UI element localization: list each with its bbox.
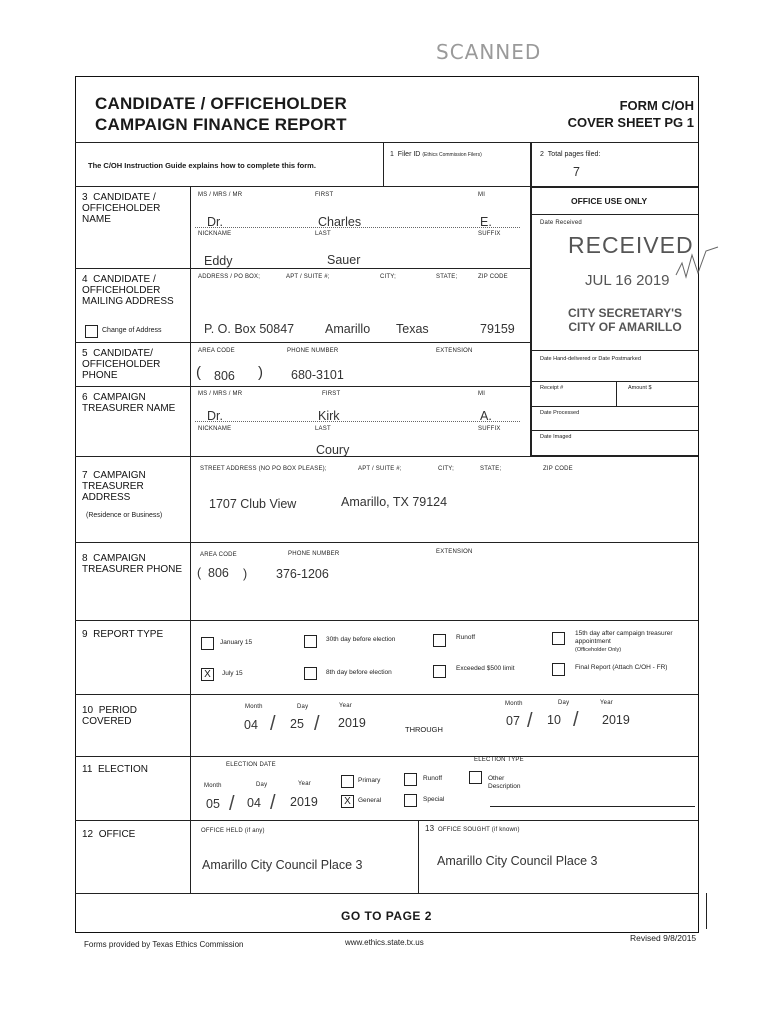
jan15-label: January 15 [220,639,253,646]
special-label: Special [423,796,445,803]
sec4-city-label: CITY; [380,274,396,280]
row-divider-9 [75,620,698,621]
sec10-from-year-value[interactable]: 2019 [338,716,366,730]
sec3-nickname-label: NICKNAME [198,231,232,237]
city-line2: CITY OF AMARILLO [568,320,682,334]
sec7-zip-label: ZIP CODE [543,466,573,472]
sec8-phone-value[interactable]: 376-1206 [276,567,329,581]
sec8-label [82,553,182,575]
sec7-street-label: STREET ADDRESS (NO PO BOX PLEASE); [200,466,327,472]
sec11-label [82,764,182,775]
office-use-left [530,142,532,456]
sec10-from-day-value[interactable]: 25 [290,717,304,731]
sec7-city-label: CITY; [438,466,454,472]
date-processed-label: Date Processed [540,410,580,416]
sec10-to-day-label: Day [558,700,570,706]
sec4-city-value[interactable]: Amarillo [325,322,371,336]
sec11-slash2: / [270,792,276,814]
day8-label: 8th day before election [326,669,392,676]
runoff-report-checkbox[interactable] [433,634,446,647]
office-use-title: OFFICE USE ONLY [571,196,648,206]
header-divider [75,142,698,143]
filer-id-note: (Ethics Commission Filers) [422,152,482,158]
sec6-dotted-line [195,421,520,422]
sec4-state-value[interactable]: Texas [396,322,429,336]
receipt-divider [616,381,617,406]
sec4-label [82,274,182,307]
sec6-mi-label: MI [478,391,486,397]
total-pages-label [540,151,600,158]
sec8-area-value[interactable]: 806 [208,566,229,580]
through-label: THROUGH [405,725,443,734]
sec10-label [82,705,182,727]
office-held-text: OFFICE HELD [201,828,243,834]
sec8-paren-open: ( [197,566,202,580]
election-date-label: ELECTION DATE [226,762,276,768]
office-held-value[interactable]: Amarillo City Council Place 3 [202,858,363,872]
sec13-num: 13 [425,824,435,833]
sec6-nickname-label: NICKNAME [198,426,232,432]
jan15-checkbox[interactable] [201,637,214,650]
amount-label: Amount $ [628,385,652,391]
office-use-divider-2 [530,350,698,351]
sec6-prefix-label: MS / MRS / MR [198,391,243,397]
sec8-ext-label: EXTENSION [436,549,473,555]
sec7-street-value[interactable]: 1707 Club View [209,497,297,511]
sec11-slash1: / [229,793,235,815]
office-use-divider-3 [530,381,698,382]
sec8-paren-close: ) [243,567,248,581]
sec6-num: 6 [82,392,88,403]
sec3-nickname-value[interactable]: Eddy [204,254,233,268]
sec6-first-value[interactable]: Kirk [318,409,340,423]
footer-provided: Forms provided by Texas Ethics Commission [84,940,244,949]
sec4-num: 4 [82,274,88,285]
sec4-zip-label: ZIP CODE [478,274,508,280]
sec4-addr-value[interactable]: P. O. Box 50847 [204,322,295,336]
sec3-first-label: FIRST [315,192,334,198]
sec6-mi-value[interactable]: A. [480,409,492,423]
sec3-prefix-label: MS / MRS / MR [198,192,243,198]
sec10-from-month-label: Month [245,704,263,710]
sec3-last-value[interactable]: Sauer [327,253,361,267]
sec4-state-label: STATE; [436,274,458,280]
sec5-ext-label: EXTENSION [436,348,473,354]
received-date: JUL 16 2019 [585,272,670,289]
sec9-num: 9 [82,629,88,640]
row-divider-4 [75,268,530,269]
initials-scribble-icon [672,245,720,285]
sec7-num: 7 [82,470,88,481]
runoff-election-checkbox[interactable] [404,773,417,786]
sec8-text: CAMPAIGN TREASURER PHONE [82,553,183,575]
sec4-zip-value[interactable]: 79159 [480,322,515,336]
change-address-checkbox[interactable] [85,325,98,338]
sec6-first-label: FIRST [322,391,341,397]
office-use-bottom [530,455,698,457]
sec3-first-value[interactable]: Charles [318,215,362,229]
row-divider-5 [75,342,530,343]
sec10-from-day-label: Day [297,704,309,710]
total-pages-value[interactable]: 7 [573,165,580,179]
sec10-to-month-value[interactable]: 07 [506,714,520,728]
city-line1: CITY SECRETARY'S [568,306,682,320]
sec6-suffix-label: SUFFIX [478,426,501,432]
sec6-last-label: LAST [315,426,331,432]
election-type-label: ELECTION TYPE [474,757,524,763]
receipt-label: Receipt # [540,385,564,391]
footer-url[interactable]: www.ethics.state.tx.us [345,938,424,947]
sec3-mi-label: MI [478,192,486,198]
instruction-text: The C/OH Instruction Guide explains how to complete this form. [88,161,316,170]
sec5-paren-close: ) [258,364,263,381]
sec10-to-slash2: / [573,709,579,731]
sec4-addr-label: ADDRESS / PO BOX; [198,274,261,280]
sec3-suffix-label: SUFFIX [478,231,501,237]
sec10-to-year-label: Year [600,700,613,706]
primary-label: Primary [358,777,381,784]
sec10-to-slash1: / [527,710,533,732]
sec8-num: 8 [82,553,88,564]
other-label: Other Description [488,775,521,790]
sec3-mi-value[interactable]: E. [480,215,492,229]
sec10-from-slash1: / [270,713,276,735]
received-stamp: RECEIVED [568,232,694,258]
sec3-prefix-value[interactable]: Dr. [207,215,223,229]
sec12-num: 12 [82,829,94,840]
sec5-area-value[interactable]: 806 [214,369,235,383]
sec4-apt-label: APT / SUITE #; [286,274,330,280]
sec10-to-day-value[interactable]: 10 [547,713,561,727]
sec10-to-year-value[interactable]: 2019 [602,713,630,727]
footer-revised: Revised 9/8/2015 [630,933,697,943]
office-use-divider-4 [530,406,698,407]
office-held-label [201,828,265,834]
sec11-month-label: Month [204,783,222,789]
total-pages-num: 2 [540,151,544,158]
day15-note: (Officeholder Only) [575,647,622,653]
other-description-line[interactable] [490,806,695,807]
label-column-divider [190,186,191,893]
primary-checkbox[interactable] [341,775,354,788]
sec9-label [82,629,182,640]
sec10-num: 10 [82,705,94,716]
sec9-text: REPORT TYPE [93,629,164,640]
sec11-day-value[interactable]: 04 [247,796,261,810]
sec4-text: CANDIDATE / OFFICEHOLDER MAILING ADDRESS [82,274,174,307]
final-report-checkbox[interactable] [552,663,565,676]
runoff-election-label: Runoff [423,775,443,782]
filer-id-num: 1 [390,151,394,158]
sec10-to-month-label: Month [505,701,523,707]
runoff-report-label: Runoff [456,634,476,641]
office-use-divider-1 [530,214,698,215]
office-sought-label [425,824,520,833]
filer-id-text: Filer ID [397,151,421,158]
sec6-text: CAMPAIGN TREASURER NAME [82,392,176,414]
sec11-text: ELECTION [97,764,148,775]
form-title-line1: CANDIDATE / OFFICEHOLDER [95,94,347,113]
day15-label [575,630,675,654]
row-divider-6 [75,386,530,387]
sec6-last-value[interactable]: Coury [316,443,350,457]
total-pages-text: Total pages filed: [547,151,601,158]
scanned-stamp: SCANNED [436,40,542,64]
sec11-year-value[interactable]: 2019 [290,795,318,809]
city-secretary-stamp [560,306,690,334]
sec5-area-label: AREA CODE [198,348,235,354]
sec7-state-label: STATE; [480,466,502,472]
exceeded-checkbox[interactable] [433,665,446,678]
sec11-day-label: Day [256,782,268,788]
sec3-text: CANDIDATE / OFFICEHOLDER NAME [82,192,161,225]
sec10-from-slash2: / [314,713,320,735]
day15-checkbox[interactable] [552,632,565,645]
form-id-line2: COVER SHEET PG 1 [567,115,694,130]
office-sought-value[interactable]: Amarillo City Council Place 3 [437,854,598,868]
sec10-from-month-value[interactable]: 04 [244,718,258,732]
date-received-label: Date Received [540,220,582,226]
sec3-last-label: LAST [315,231,331,237]
sec5-paren-open: ( [196,364,201,381]
sec7-label [82,470,182,503]
date-imaged-label: Date Imaged [540,434,572,440]
jul15-checkbox[interactable]: X [201,668,214,681]
sec10-text: PERIOD COVERED [82,705,138,727]
office-held-divider [418,820,419,893]
sec7-text: CAMPAIGN TREASURER ADDRESS [82,470,146,503]
sec12-label [82,829,182,840]
hand-delivered-label: Date Hand-delivered or Date Postmarked [540,356,641,362]
general-checkbox[interactable]: X [341,795,354,808]
final-report-label: Final Report (Attach C/OH - FR) [575,664,668,671]
row-divider-11 [75,756,698,757]
sec5-label [82,348,182,381]
row-divider-8 [75,542,698,543]
other-checkbox[interactable] [469,771,482,784]
sec5-text: CANDIDATE/ OFFICEHOLDER PHONE [82,348,161,381]
filer-divider [383,142,384,186]
sec7-sub-label: (Residence or Business) [86,512,163,519]
change-address-label: Change of Address [102,327,162,334]
sec6-prefix-value[interactable]: Dr. [207,409,223,423]
office-use-divider-5 [530,430,698,431]
sec7-citystate-value[interactable]: Amarillo, TX 79124 [341,495,448,509]
office-use-top [530,186,698,188]
day30-checkbox[interactable] [304,635,317,648]
row-divider-13 [75,893,698,894]
general-label: General [358,797,382,804]
office-sought-note: (if known) [491,827,520,833]
filer-id-label [390,151,482,158]
day15-text: 15th day after campaign treasurer appointment [575,630,673,645]
sec11-year-label: Year [298,781,311,787]
sec5-phone-value[interactable]: 680-3101 [291,368,344,382]
form-id-line1: FORM C/OH [619,98,694,113]
sec11-month-value[interactable]: 05 [206,797,220,811]
special-checkbox[interactable] [404,794,417,807]
sec7-apt-label: APT / SUITE #; [358,466,402,472]
exceeded-label: Exceeded $500 limit [456,665,515,672]
sec3-label [82,192,182,225]
form-title-line2: CAMPAIGN FINANCE REPORT [95,115,347,134]
office-held-note: (if any) [244,828,265,834]
day30-label: 30th day before election [326,636,396,643]
sec5-num: 5 [82,348,88,359]
day8-checkbox[interactable] [304,667,317,680]
sec3-num: 3 [82,192,88,203]
sec8-area-label: AREA CODE [200,552,237,558]
go-to-page-2: GO TO PAGE 2 [341,909,432,923]
sec6-label [82,392,182,414]
goto-right-edge [706,893,707,929]
row-divider-3 [75,186,530,187]
sec5-phone-label: PHONE NUMBER [287,348,339,354]
office-sought-text: OFFICE SOUGHT [438,827,490,833]
sec11-num: 11 [82,764,93,775]
jul15-label: July 15 [222,670,243,677]
sec8-phone-label: PHONE NUMBER [288,551,340,557]
sec10-from-year-label: Year [339,703,352,709]
row-divider-12 [75,820,698,821]
sec12-text: OFFICE [98,829,136,840]
row-divider-10 [75,694,698,695]
